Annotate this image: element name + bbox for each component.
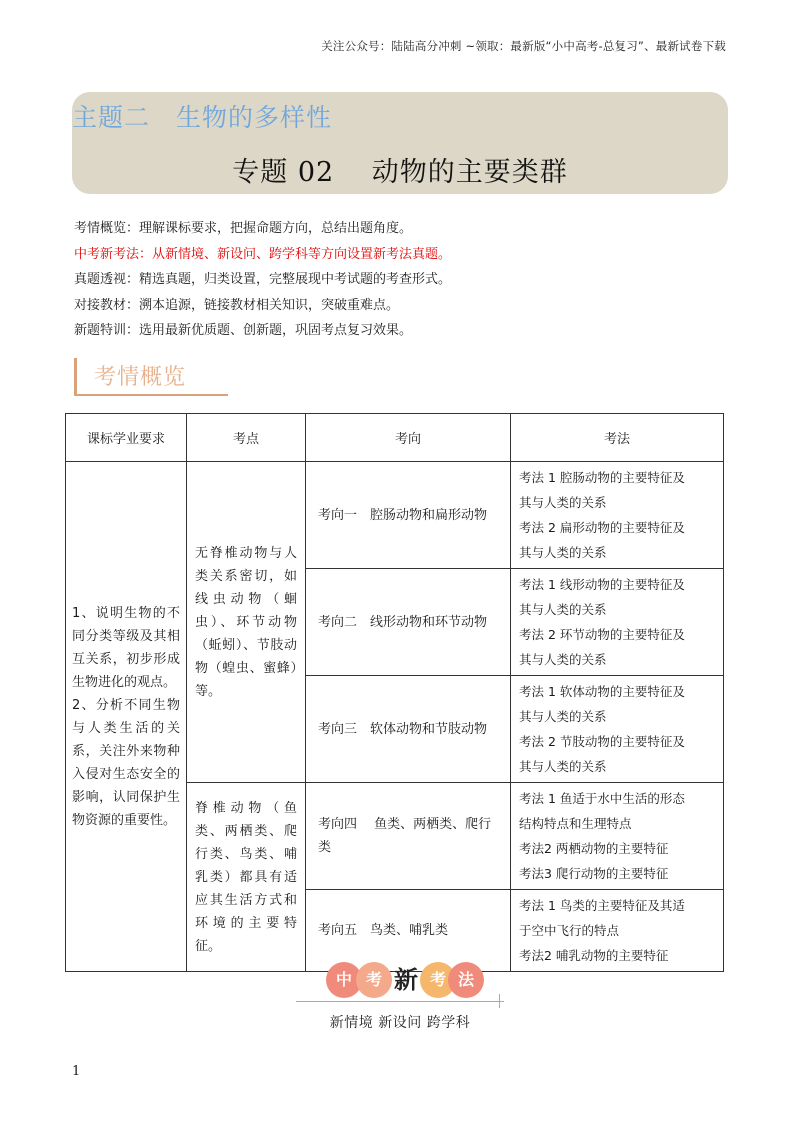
section-bar [74, 358, 77, 394]
method-line: 结构特点和生理特点 [519, 816, 632, 831]
method-line: 于空中飞行的特点 [519, 923, 620, 938]
intro-line-2: 中考新考法：从新情境、新设问、跨学科等方向设置新考法真题。 [74, 246, 452, 262]
method-line: 考法 1 腔肠动物的主要特征及 [519, 470, 685, 485]
topic-title: 专题 02 动物的主要类群 [232, 157, 568, 188]
logo-char: 新 [394, 966, 418, 994]
method-line: 考法 1 鸟类的主要特征及其适 [519, 898, 685, 913]
logo-char: 中 [326, 962, 362, 998]
method-line: 考法2 两栖动物的主要特征 [519, 841, 669, 856]
section-heading [74, 356, 228, 398]
exam-overview-table [65, 413, 724, 972]
requirement-line-2: 2、分析不同生物与人类生活的关系，关注外来物种入侵对生态安全的影响，认同保护生物资源的重要性。 [72, 697, 180, 828]
method-cell [511, 462, 724, 569]
method-line: 考法 1 鱼适于水中生活的形态 [519, 791, 685, 806]
logo-divider [296, 1001, 504, 1002]
method-cell [511, 783, 724, 890]
point-cell-vertebrate: 脊椎动物（鱼类、两栖类、爬行类、鸟类、哺乳类）都具有适应其生活方式和环境的主要特征。 [187, 783, 306, 972]
method-line: 考法 2 环节动物的主要特征及 [519, 627, 685, 642]
intro-line-3: 真题透视：精选真题，归类设置，完整展现中考试题的考查形式。 [74, 272, 452, 287]
section-title: 考情概览 [94, 365, 187, 390]
direction-cell: 考向五 鸟类、哺乳类 [306, 890, 511, 972]
intro-list [74, 216, 451, 344]
method-line: 考法 1 软体动物的主要特征及 [519, 684, 685, 699]
method-line: 其与人类的关系 [519, 652, 607, 667]
method-cell [511, 890, 724, 972]
header-note: 关注公众号：陆陆高分冲刺 ~领取：最新版“小中高考-总复习”、最新试卷下载 [321, 39, 726, 53]
method-line: 其与人类的关系 [519, 759, 607, 774]
table-row [66, 462, 724, 569]
header-direction: 考向 [306, 414, 511, 462]
direction-cell: 考向一 腔肠动物和扁形动物 [306, 462, 511, 569]
header-requirement: 课标学业要求 [66, 414, 187, 462]
header-point: 考点 [187, 414, 306, 462]
direction-cell: 考向三 软体动物和节肢动物 [306, 676, 511, 783]
section-underline [74, 394, 228, 396]
requirement-cell [66, 462, 187, 972]
method-line: 其与人类的关系 [519, 545, 607, 560]
method-cell [511, 569, 724, 676]
method-cell [511, 676, 724, 783]
method-line: 考法 2 扁形动物的主要特征及 [519, 520, 685, 535]
page-number: 1 [72, 1064, 81, 1079]
theme-title: 主题二 生物的多样性 [72, 103, 333, 132]
method-line: 考法3 爬行动物的主要特征 [519, 866, 669, 881]
method-line: 考法2 哺乳动物的主要特征 [519, 948, 669, 963]
direction-cell: 考向四 鱼类、两栖类、爬行类 [306, 783, 511, 890]
method-line: 考法 1 线形动物的主要特征及 [519, 577, 685, 592]
method-line: 其与人类的关系 [519, 709, 607, 724]
method-line: 其与人类的关系 [519, 495, 607, 510]
method-line: 考法 2 节肢动物的主要特征及 [519, 734, 685, 749]
intro-line-1: 考情概览：理解课标要求，把握命题方向，总结出题角度。 [74, 221, 413, 236]
logo-char: 考 [420, 962, 456, 998]
logo-char: 法 [448, 962, 484, 998]
header-method: 考法 [511, 414, 724, 462]
direction-cell: 考向二 线形动物和环节动物 [306, 569, 511, 676]
method-line: 其与人类的关系 [519, 602, 607, 617]
table-header-row [66, 414, 724, 462]
point-cell-invertebrate: 无脊椎动物与人类关系密切，如线虫动物（蛔虫）、环节动物（蚯蚓）、节肢动物（蝗虫、蜜蜂）等。 [187, 462, 306, 783]
intro-line-5: 新题特训：选用最新优质题、创新题，巩固考点复习效果。 [74, 323, 413, 338]
logo-char: 考 [356, 962, 392, 998]
requirement-line-1: 1、说明生物的不同分类等级及其相互关系，初步形成生物进化的观点。 [72, 605, 180, 690]
intro-line-4: 对接教材：溯本追源，链接教材相关知识，突破重难点。 [74, 297, 400, 313]
logo-divider-tick [499, 994, 500, 1008]
logo-subtitle: 新情境 新设问 跨学科 [329, 1015, 471, 1031]
